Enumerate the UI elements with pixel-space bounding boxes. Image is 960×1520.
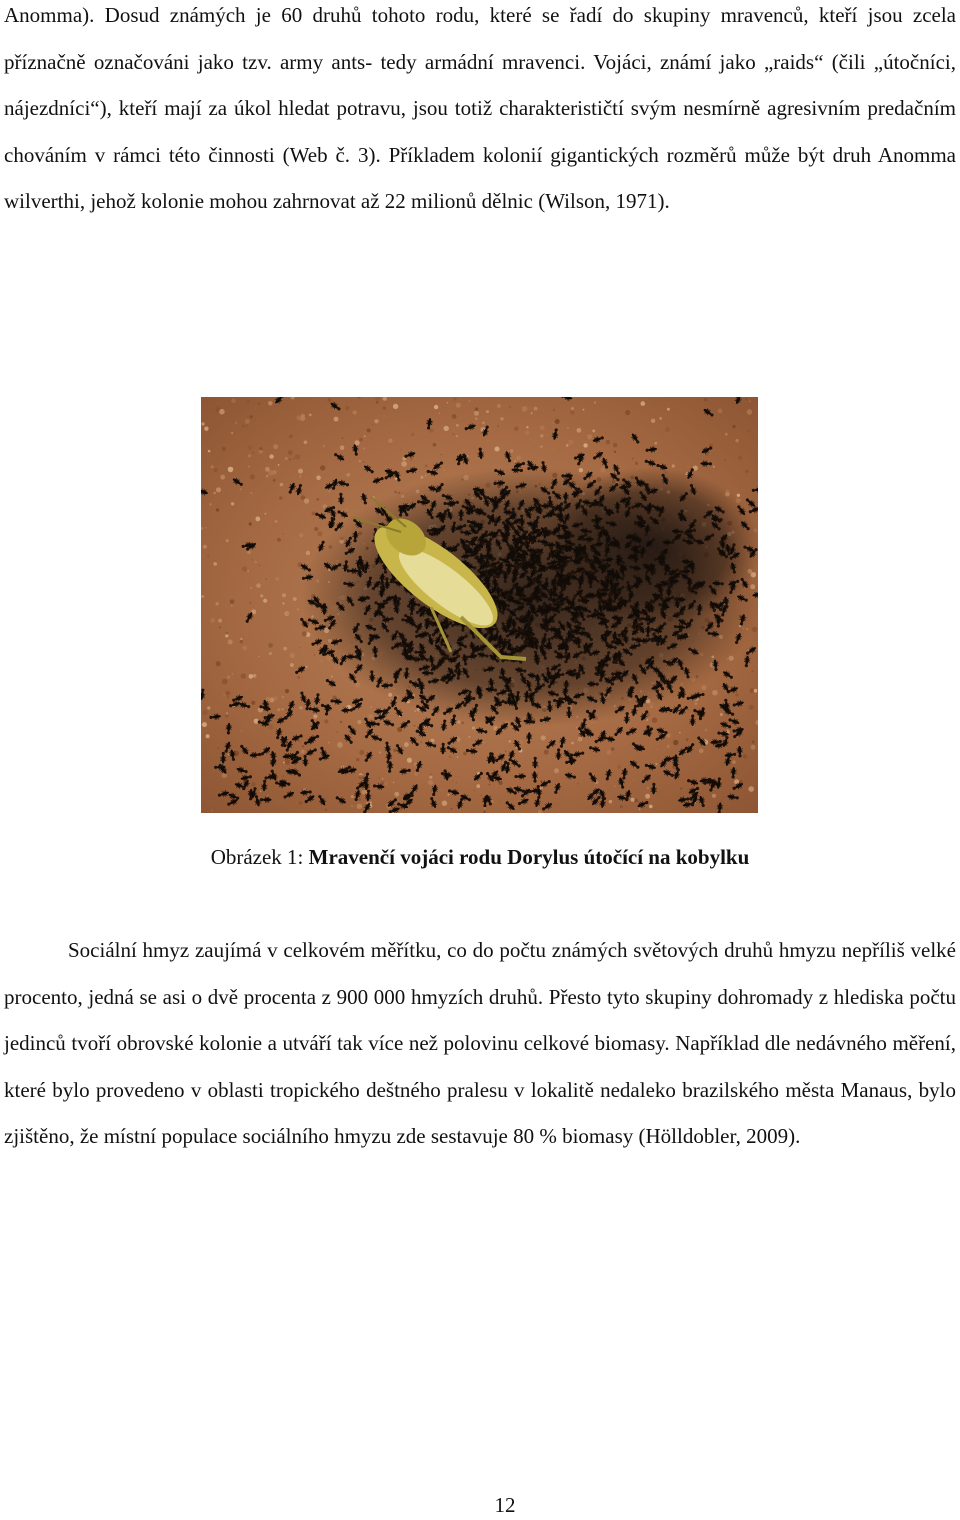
figure-caption xyxy=(0,842,960,872)
paragraph-army-ants: Anomma). Dosud známých je 60 druhů tohoto rodu, které se řadí do skupiny mravenců, kteří jsou zcela příznačně označováni jako tzv. army ants- tedy armádní mravenci. Vojáci, známí jako „raids“ (čili „útočníci, nájezdníci“), kteří mají za úkol hledat potravu, jsou totiž charakterističtí svým nesmírně agresivním predačním chováním v rámci této činnosti (Web č. 3). Příkladem kolonií gigantických rozměrů může být druh Anomma wilverthi, jehož kolonie mohou zahrnovat až 22 milionů dělnic (Wilson, 1971). xyxy=(4,3,956,213)
page-number: 12 xyxy=(494,1493,516,1517)
paragraph-social-insects: Sociální hmyz zaujímá v celkovém měřítku, co do počtu známých světových druhů hmyzu nepříliš velké procento, jedná se asi o dvě procenta z 900 000 hmyzích druhů. Přesto tyto skupiny dohromady z hlediska počtu jedinců tvoří obrovské kolonie a utváří tak více než polovinu celkové biomasy. Například dle nedávného měření, které bylo provedeno v oblasti tropického deštného pralesu v lokalitě nedaleko brazilského města Manaus, bylo zjištěno, že místní populace sociálního hmyzu zde sestavuje 80 % biomasy (Hölldobler, 2009). xyxy=(4,938,956,1148)
photo-ants-on-grasshopper xyxy=(201,397,758,813)
figure-photo-ants-attacking-grasshopper xyxy=(201,397,758,813)
figure-caption-prefix: Obrázek 1: xyxy=(210,845,309,869)
figure-caption-title: Mravenčí vojáci rodu Dorylus útočící na kobylku xyxy=(308,845,750,869)
